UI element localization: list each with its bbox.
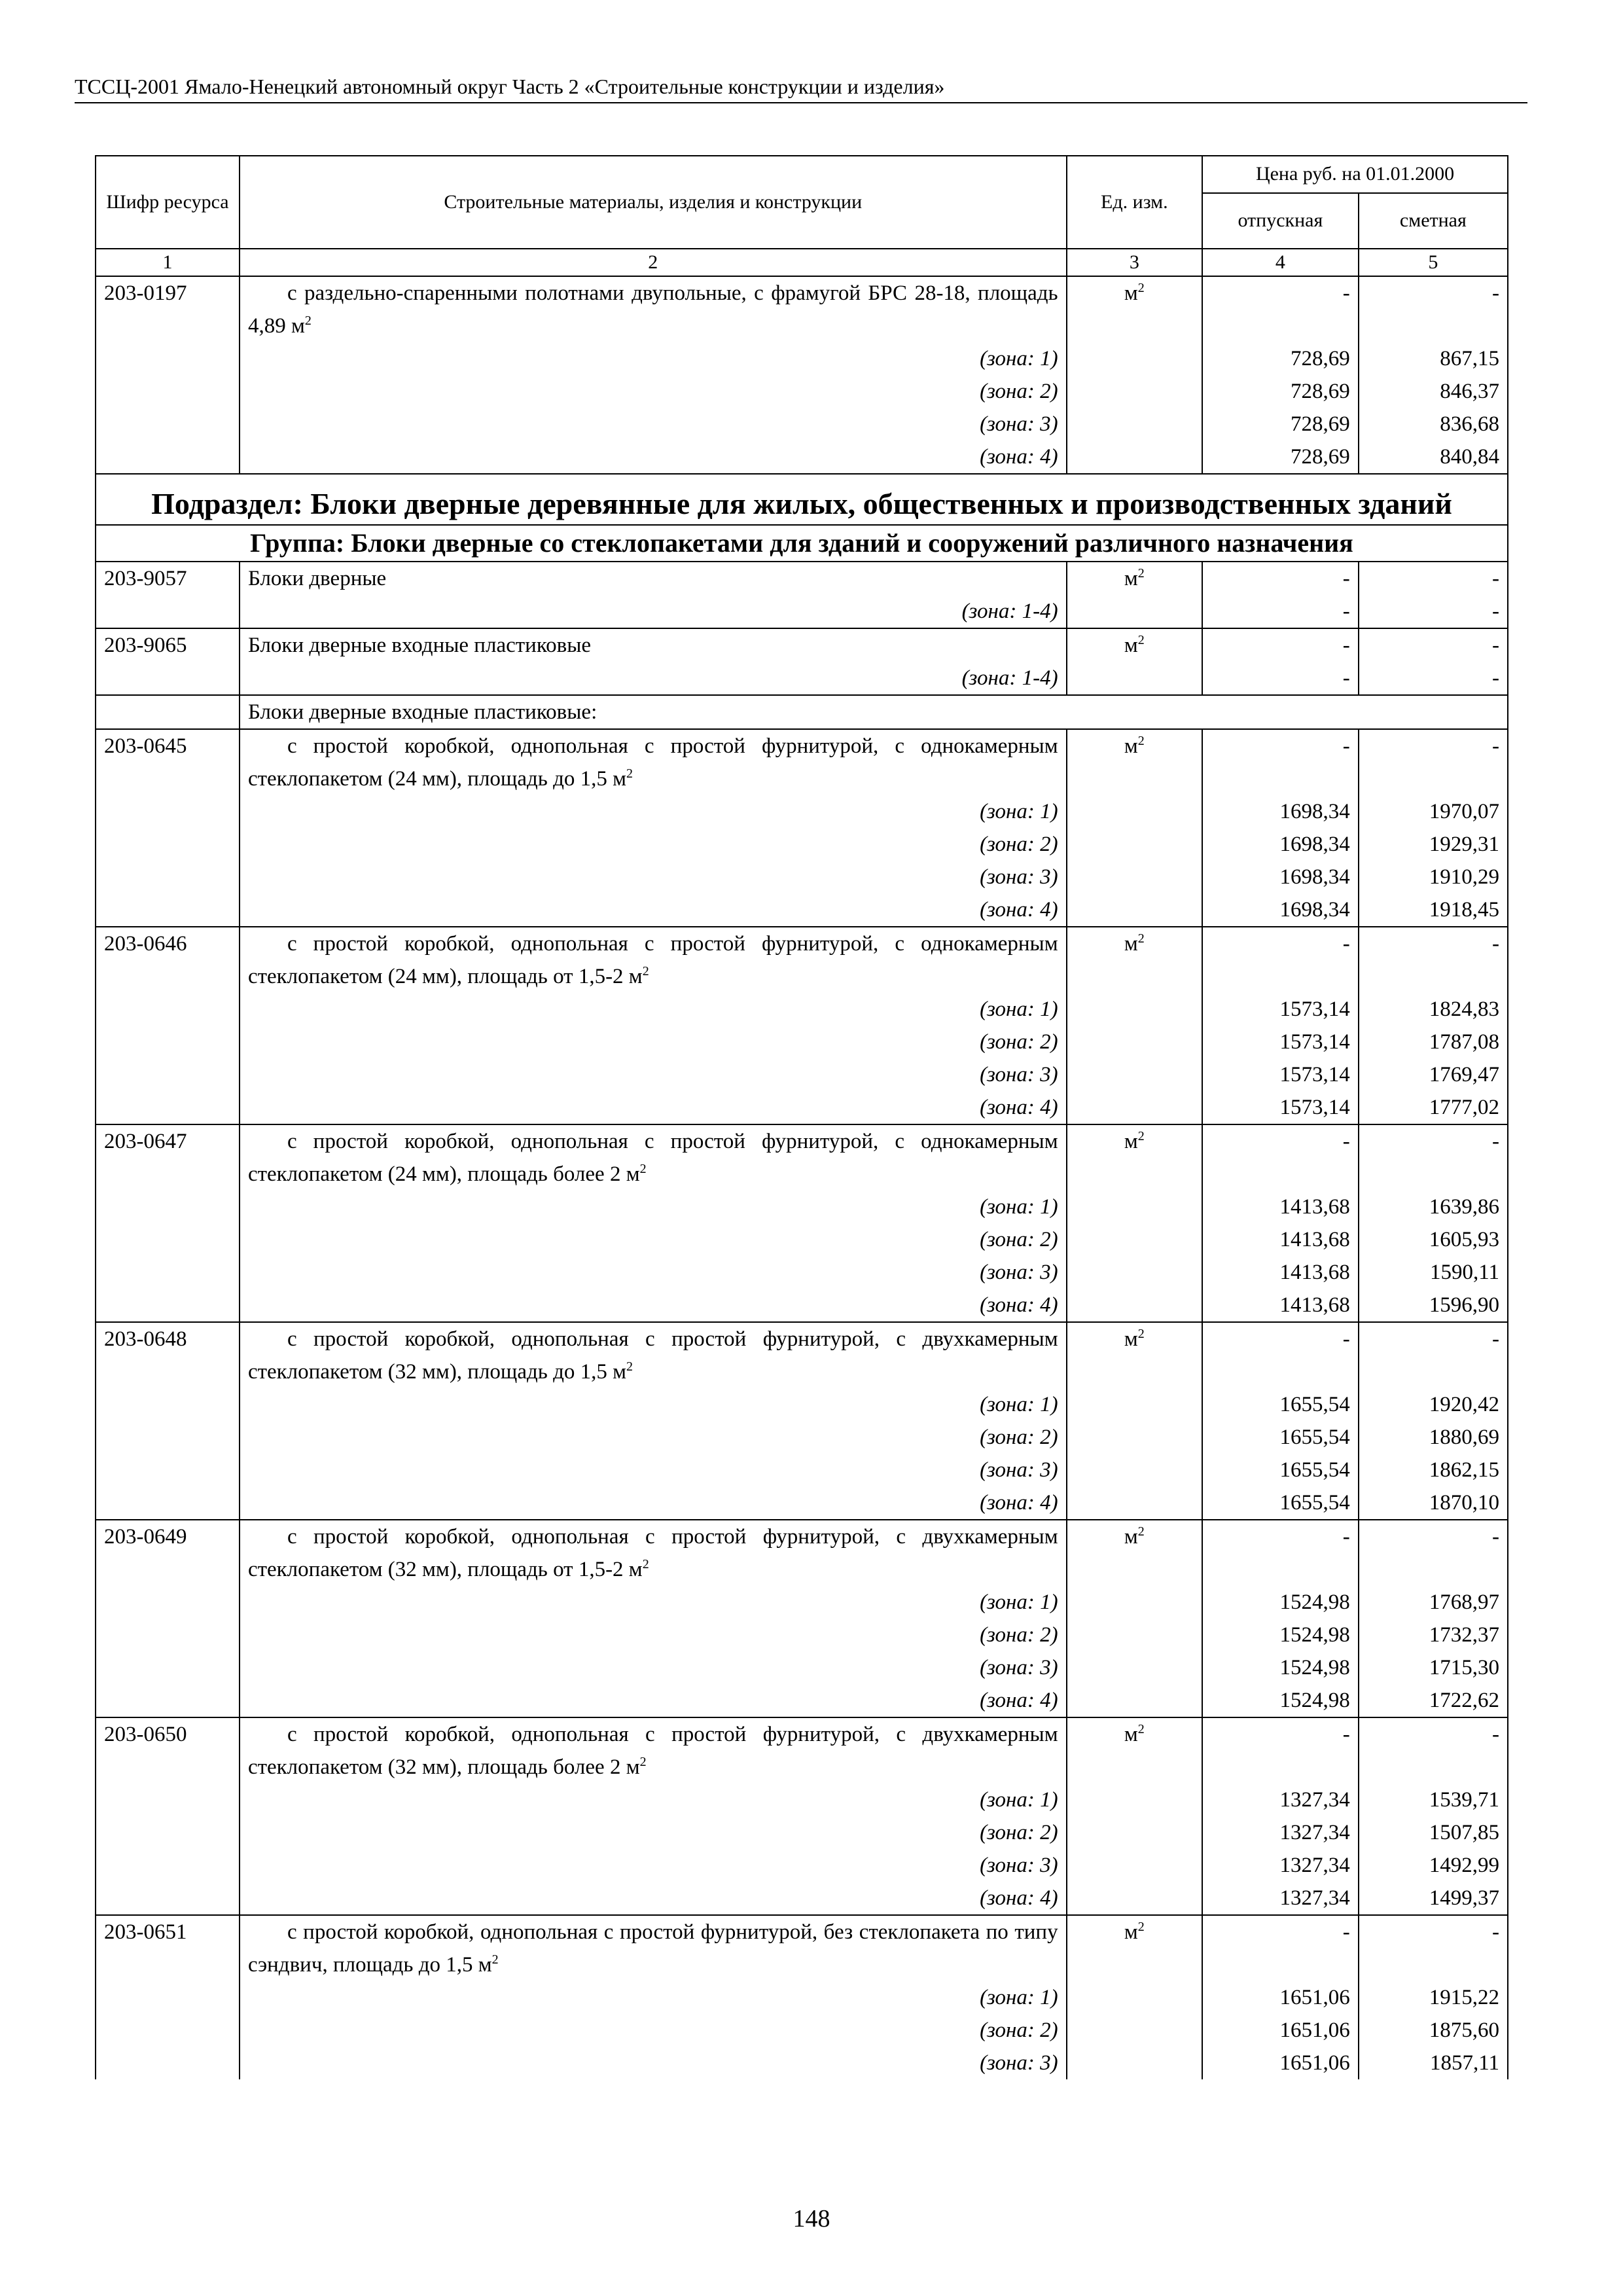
estimate-price: 1715,30 — [1359, 1651, 1508, 1684]
table-row — [96, 628, 1508, 662]
zone-label: (зона: 1) — [240, 1586, 1067, 1619]
estimate-price: 1492,99 — [1359, 1849, 1508, 1882]
resource-description: с простой коробкой, однопольная с простой фурнитурой, с двухкамерным стеклопакетом (32 мм), площадь до 1,5 $м^2$ — [240, 1322, 1067, 1388]
group-subheading: Блоки дверные входные пластиковые: — [240, 695, 1508, 729]
column-number: 3 — [1067, 249, 1202, 276]
estimate-price: - — [1359, 628, 1508, 662]
estimate-price: 1929,31 — [1359, 828, 1508, 861]
estimate-price: 1824,83 — [1359, 993, 1508, 1026]
release-price: 1524,98 — [1202, 1651, 1359, 1684]
table-row — [96, 276, 1508, 342]
estimate-price: - — [1359, 1717, 1508, 1784]
resource-description: с простой коробкой, однопольная с простой фурнитурой, с однокамерным стеклопакетом (24 мм), площадь до 1,5 $м^2$ — [240, 729, 1067, 795]
table-row — [96, 1717, 1508, 1784]
estimate-price: 1590,11 — [1359, 1256, 1508, 1289]
zone-label: (зона: 3) — [240, 1849, 1067, 1882]
resource-code: 203-0649 — [96, 1520, 240, 1717]
zone-label: (зона: 3) — [240, 408, 1067, 440]
release-price: - — [1202, 662, 1359, 695]
release-price: 1524,98 — [1202, 1619, 1359, 1651]
zone-label: (зона: 2) — [240, 1816, 1067, 1849]
release-price: 1413,68 — [1202, 1289, 1359, 1322]
release-price: 1573,14 — [1202, 1091, 1359, 1124]
resource-description: с простой коробкой, однопольная с простой фурнитурой, с однокамерным стеклопакетом (24 мм), площадь более 2 $м^2$ — [240, 1124, 1067, 1191]
zone-label: (зона: 4) — [240, 1091, 1067, 1124]
zone-label: (зона: 2) — [240, 828, 1067, 861]
release-price: 1327,34 — [1202, 1849, 1359, 1882]
zone-label: (зона: 4) — [240, 1289, 1067, 1322]
release-price: - — [1202, 1520, 1359, 1586]
unit: $м^2$ — [1067, 927, 1202, 993]
resource-description: с простой коробкой, однопольная с простой фурнитурой, без стеклопакета по типу сэндвич, площадь до 1,5 $м^2$ — [240, 1915, 1067, 1981]
resource-code: 203-0645 — [96, 729, 240, 927]
release-price: 1413,68 — [1202, 1223, 1359, 1256]
release-price: 1655,54 — [1202, 1388, 1359, 1421]
estimate-price: - — [1359, 1915, 1508, 1981]
release-price: 1573,14 — [1202, 993, 1359, 1026]
estimate-price: 1920,42 — [1359, 1388, 1508, 1421]
estimate-price: 1910,29 — [1359, 861, 1508, 893]
release-price: 1655,54 — [1202, 1486, 1359, 1520]
release-price: 1698,34 — [1202, 795, 1359, 828]
zone-label: (зона: 2) — [240, 375, 1067, 408]
zone-label: (зона: 2) — [240, 1223, 1067, 1256]
estimate-price: 1722,62 — [1359, 1684, 1508, 1717]
release-price: 1413,68 — [1202, 1256, 1359, 1289]
release-price: 1413,68 — [1202, 1191, 1359, 1223]
unit: $м^2$ — [1067, 1915, 1202, 1981]
estimate-price: 1507,85 — [1359, 1816, 1508, 1849]
estimate-price: 1639,86 — [1359, 1191, 1508, 1223]
zone-label: (зона: 4) — [240, 893, 1067, 927]
estimate-price: - — [1359, 729, 1508, 795]
zone-label: (зона: 3) — [240, 2047, 1067, 2079]
header-estimate-price: сметная — [1359, 193, 1508, 249]
zone-label: (зона: 2) — [240, 1026, 1067, 1058]
unit: $м^2$ — [1067, 1322, 1202, 1388]
estimate-price: 1970,07 — [1359, 795, 1508, 828]
release-price: - — [1202, 1915, 1359, 1981]
resource-code: 203-9065 — [96, 628, 240, 695]
resource-code: 203-0650 — [96, 1717, 240, 1915]
release-price: 728,69 — [1202, 342, 1359, 375]
release-price: - — [1202, 1322, 1359, 1388]
zone-label: (зона: 3) — [240, 1058, 1067, 1091]
release-price: - — [1202, 595, 1359, 628]
estimate-price: 1777,02 — [1359, 1091, 1508, 1124]
resource-code: 203-0197 — [96, 276, 240, 474]
estimate-price: 867,15 — [1359, 342, 1508, 375]
table-row — [96, 1520, 1508, 1586]
estimate-price: 1499,37 — [1359, 1882, 1508, 1915]
resource-code: 203-0647 — [96, 1124, 240, 1322]
estimate-price: 1787,08 — [1359, 1026, 1508, 1058]
resource-description: с простой коробкой, однопольная с простой фурнитурой, с двухкамерным стеклопакетом (32 мм), площадь более 2 $м^2$ — [240, 1717, 1067, 1784]
zone-label: (зона: 4) — [240, 1882, 1067, 1915]
zone-label: (зона: 3) — [240, 1256, 1067, 1289]
estimate-price: 1875,60 — [1359, 2014, 1508, 2047]
estimate-price: 1732,37 — [1359, 1619, 1508, 1651]
estimate-price: - — [1359, 1124, 1508, 1191]
resource-code: 203-0651 — [96, 1915, 240, 2079]
zone-label: (зона: 2) — [240, 2014, 1067, 2047]
zone-label: (зона: 3) — [240, 1454, 1067, 1486]
release-price: - — [1202, 628, 1359, 662]
estimate-price: 836,68 — [1359, 408, 1508, 440]
page-number: 148 — [793, 2205, 830, 2233]
zone-label: (зона: 3) — [240, 861, 1067, 893]
estimate-price: - — [1359, 562, 1508, 595]
release-price: 1651,06 — [1202, 2047, 1359, 2079]
group-title: Группа: Блоки дверные со стеклопакетами для зданий и сооружений различного назначения — [96, 525, 1508, 562]
release-price: 1655,54 — [1202, 1454, 1359, 1486]
estimate-price: - — [1359, 595, 1508, 628]
estimate-price: 1769,47 — [1359, 1058, 1508, 1091]
estimate-price: 1862,15 — [1359, 1454, 1508, 1486]
estimate-price: - — [1359, 1520, 1508, 1586]
release-price: 1651,06 — [1202, 2014, 1359, 2047]
estimate-price: 840,84 — [1359, 440, 1508, 474]
estimate-price: 1915,22 — [1359, 1981, 1508, 2014]
unit: $м^2$ — [1067, 1124, 1202, 1191]
zone-label: (зона: 4) — [240, 440, 1067, 474]
zone-label: (зона: 1) — [240, 342, 1067, 375]
column-number: 5 — [1359, 249, 1508, 276]
zone-label: (зона: 4) — [240, 1486, 1067, 1520]
table-row — [96, 1124, 1508, 1191]
release-price: - — [1202, 927, 1359, 993]
price-table — [95, 155, 1508, 2079]
document-header: ТССЦ-2001 Ямало-Ненецкий автономный округ Часть 2 «Строительные конструкции и изделия» — [75, 73, 1527, 103]
unit: $м^2$ — [1067, 1717, 1202, 1784]
release-price: 1698,34 — [1202, 861, 1359, 893]
release-price: 1573,14 — [1202, 1058, 1359, 1091]
resource-description: с раздельно-спаренными полотнами двупольные, с фрамугой БРС 28-18, площадь 4,89 $м^2$ — [240, 276, 1067, 342]
resource-description: Блоки дверные — [240, 562, 1067, 595]
release-price: 728,69 — [1202, 408, 1359, 440]
table-row — [96, 1322, 1508, 1388]
resource-code: 203-0646 — [96, 927, 240, 1124]
resource-description: Блоки дверные входные пластиковые — [240, 628, 1067, 662]
estimate-price: 1870,10 — [1359, 1486, 1508, 1520]
estimate-price: 1539,71 — [1359, 1784, 1508, 1816]
column-number: 4 — [1202, 249, 1359, 276]
resource-code: 203-0648 — [96, 1322, 240, 1520]
release-price: 1327,34 — [1202, 1816, 1359, 1849]
estimate-price: - — [1359, 927, 1508, 993]
header-materials: Строительные материалы, изделия и конструкции — [240, 156, 1067, 249]
release-price: - — [1202, 276, 1359, 342]
estimate-price: 846,37 — [1359, 375, 1508, 408]
release-price: 1524,98 — [1202, 1684, 1359, 1717]
release-price: 1651,06 — [1202, 1981, 1359, 2014]
zone-label: (зона: 1-4) — [240, 662, 1067, 695]
unit: $м^2$ — [1067, 276, 1202, 342]
table-row — [96, 562, 1508, 595]
zone-label: (зона: 1-4) — [240, 595, 1067, 628]
column-number: 2 — [240, 249, 1067, 276]
estimate-price: 1605,93 — [1359, 1223, 1508, 1256]
resource-description: с простой коробкой, однопольная с простой фурнитурой, с двухкамерным стеклопакетом (32 мм), площадь от 1,5-2 $м^2$ — [240, 1520, 1067, 1586]
estimate-price: 1918,45 — [1359, 893, 1508, 927]
table-row — [96, 1915, 1508, 1981]
zone-label: (зона: 4) — [240, 1684, 1067, 1717]
release-price: - — [1202, 562, 1359, 595]
zone-label: (зона: 1) — [240, 795, 1067, 828]
subsection-title: Подраздел: Блоки дверные деревянные для жилых, общественных и производственных зданий — [96, 474, 1508, 525]
release-price: - — [1202, 729, 1359, 795]
unit: $м^2$ — [1067, 628, 1202, 662]
zone-label: (зона: 2) — [240, 1421, 1067, 1454]
zone-label: (зона: 3) — [240, 1651, 1067, 1684]
release-price: 728,69 — [1202, 375, 1359, 408]
unit: $м^2$ — [1067, 1520, 1202, 1586]
header-code: Шифр ресурса — [96, 156, 240, 249]
zone-label: (зона: 1) — [240, 1784, 1067, 1816]
header-price: Цена руб. на 01.01.2000 — [1202, 156, 1508, 193]
release-price: 1698,34 — [1202, 828, 1359, 861]
release-price: 1327,34 — [1202, 1882, 1359, 1915]
column-number: 1 — [96, 249, 240, 276]
release-price: - — [1202, 1124, 1359, 1191]
zone-label: (зона: 1) — [240, 1388, 1067, 1421]
zone-label: (зона: 1) — [240, 1981, 1067, 2014]
header-release-price: отпускная — [1202, 193, 1359, 249]
release-price: 1327,34 — [1202, 1784, 1359, 1816]
release-price: 1524,98 — [1202, 1586, 1359, 1619]
estimate-price: 1857,11 — [1359, 2047, 1508, 2079]
release-price: - — [1202, 1717, 1359, 1784]
estimate-price: 1768,97 — [1359, 1586, 1508, 1619]
resource-description: с простой коробкой, однопольная с простой фурнитурой, с однокамерным стеклопакетом (24 мм), площадь от 1,5-2 $м^2$ — [240, 927, 1067, 993]
header-unit: Ед. изм. — [1067, 156, 1202, 249]
zone-label: (зона: 1) — [240, 1191, 1067, 1223]
zone-label: (зона: 1) — [240, 993, 1067, 1026]
zone-label: (зона: 2) — [240, 1619, 1067, 1651]
table-row — [96, 927, 1508, 993]
table-row — [96, 729, 1508, 795]
resource-code: 203-9057 — [96, 562, 240, 628]
release-price: 1698,34 — [1202, 893, 1359, 927]
release-price: 728,69 — [1202, 440, 1359, 474]
unit: $м^2$ — [1067, 729, 1202, 795]
estimate-price: - — [1359, 662, 1508, 695]
estimate-price: - — [1359, 1322, 1508, 1388]
unit: $м^2$ — [1067, 562, 1202, 595]
release-price: 1573,14 — [1202, 1026, 1359, 1058]
release-price: 1655,54 — [1202, 1421, 1359, 1454]
estimate-price: - — [1359, 276, 1508, 342]
estimate-price: 1596,90 — [1359, 1289, 1508, 1322]
estimate-price: 1880,69 — [1359, 1421, 1508, 1454]
